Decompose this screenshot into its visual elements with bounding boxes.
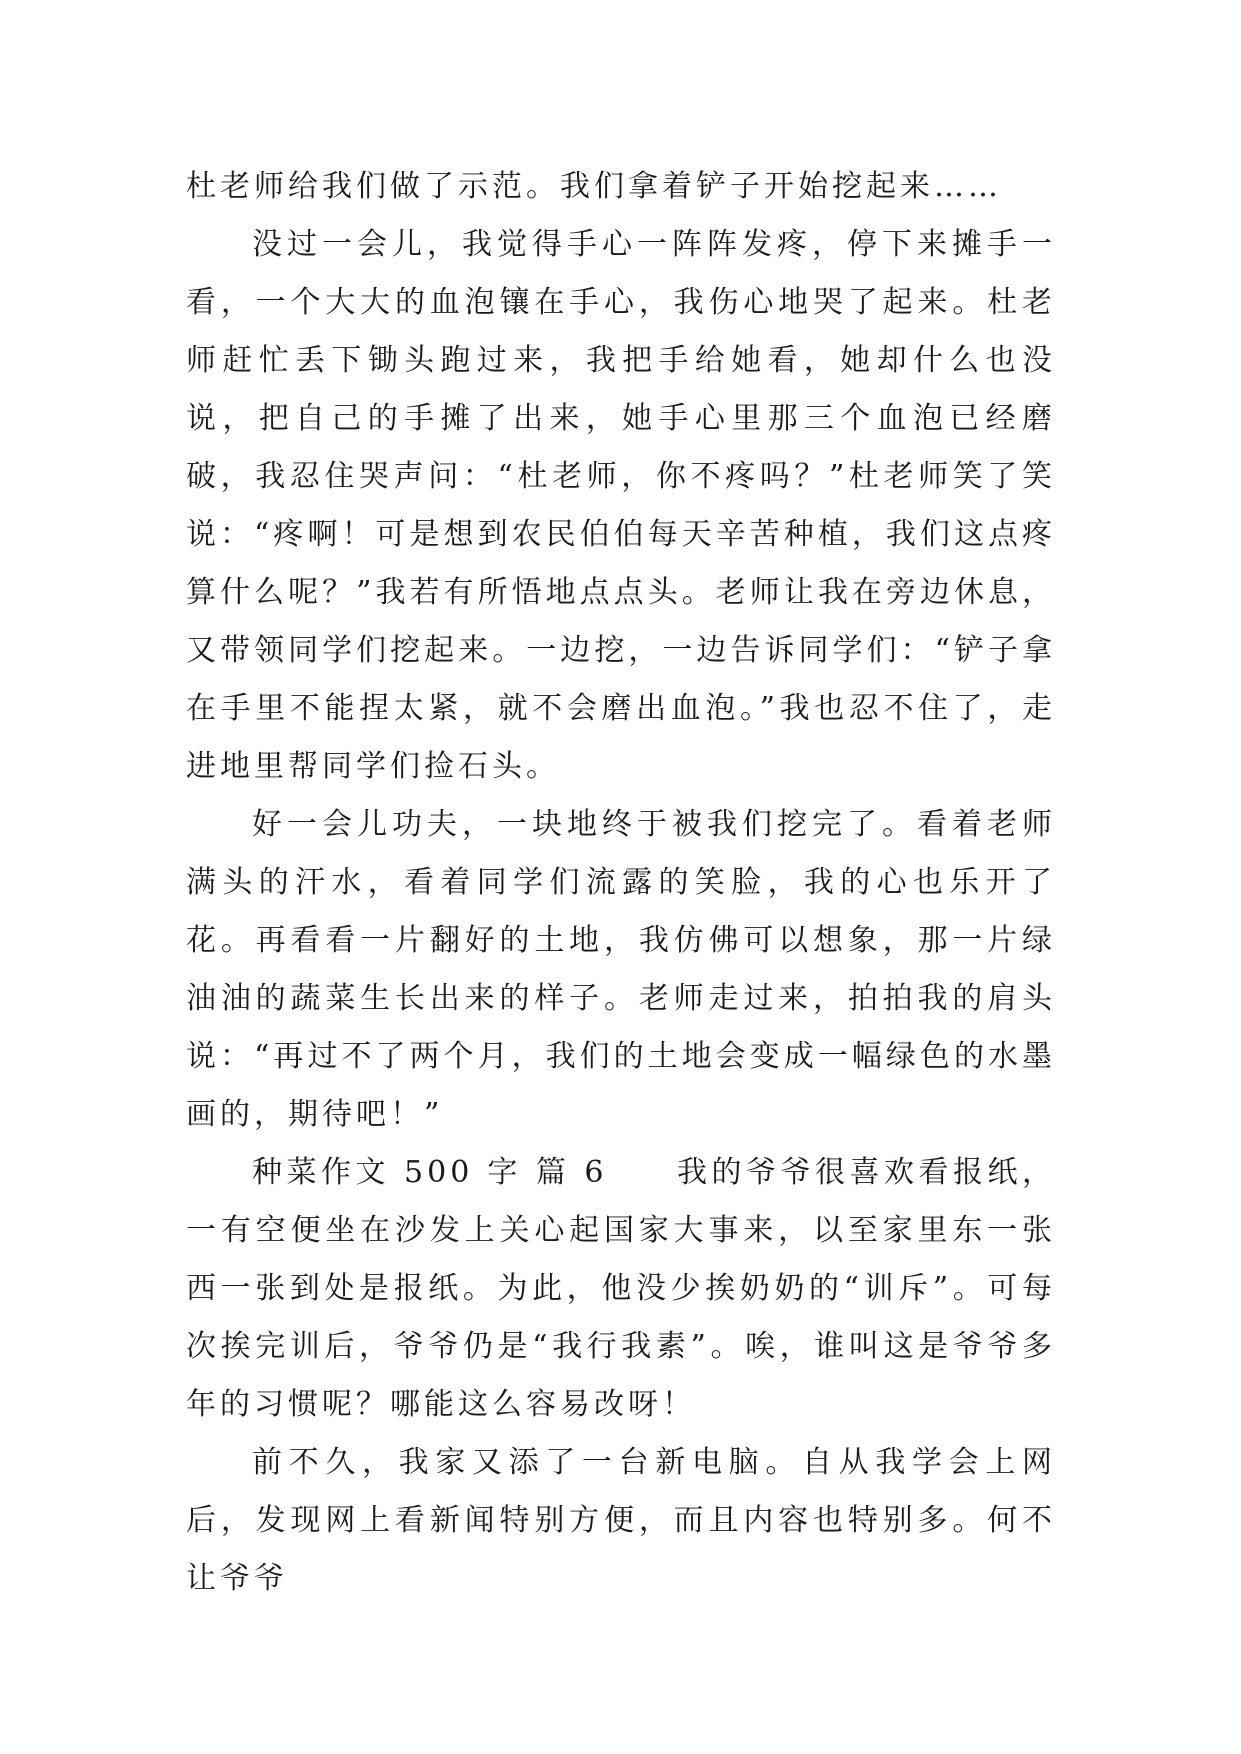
paragraph-5: 前不久，我家又添了一台新电脑。自从我学会上网后，发现网上看新闻特别方便，而且内容也特别多。何不让爷爷 [186,1445,1056,1596]
paragraph-2: 没过一会儿，我觉得手心一阵阵发疼，停下来摊手一看，一个大大的血泡镶在手心，我伤心地哭了起来。杜老师赶忙丢下锄头跑过来，我把手给她看，她却什么也没说，把自己的手摊了出来，她手心里那三个血泡已经磨破，我忍住哭声问：“杜老师，你不疼吗？”杜老师笑了笑说：“疼啊！可是想到农民伯伯每天辛苦种植，我们这点疼算什么呢？”我若有所悟地点点头。老师让我在旁边休息，又带领同学们挖起来。一边挖，一边告诉同学们：“铲子拿在手里不能捏太紧，就不会磨出血泡。”我也忍不住了，走进地里帮同学们捡石头。 [186,227,1056,784]
paragraph-1: 杜老师给我们做了示范。我们拿着铲子开始挖起来…… [186,169,1002,204]
document-body [186,158,1056,1608]
paragraph-4: 种菜作文 500 字 篇 6 我的爷爷很喜欢看报纸，一有空便坐在沙发上关心起国家大事来，以至家里东一张西一张到处是报纸。为此，他没少挨奶奶的“训斥”。可每次挨完训后，爷爷仍是“我行我素”。唉，谁叫这是爷爷多年的习惯呢？哪能这么容易改呀！ [186,1155,1056,1422]
paragraph-3: 好一会儿功夫，一块地终于被我们挖完了。看着老师满头的汗水，看着同学们流露的笑脸，我的心也乐开了花。再看看一片翻好的土地，我仿佛可以想象，那一片绿油油的蔬菜生长出来的样子。老师走过来，拍拍我的肩头说：“再过不了两个月，我们的土地会变成一幅绿色的水墨画的，期待吧！” [186,807,1056,1132]
